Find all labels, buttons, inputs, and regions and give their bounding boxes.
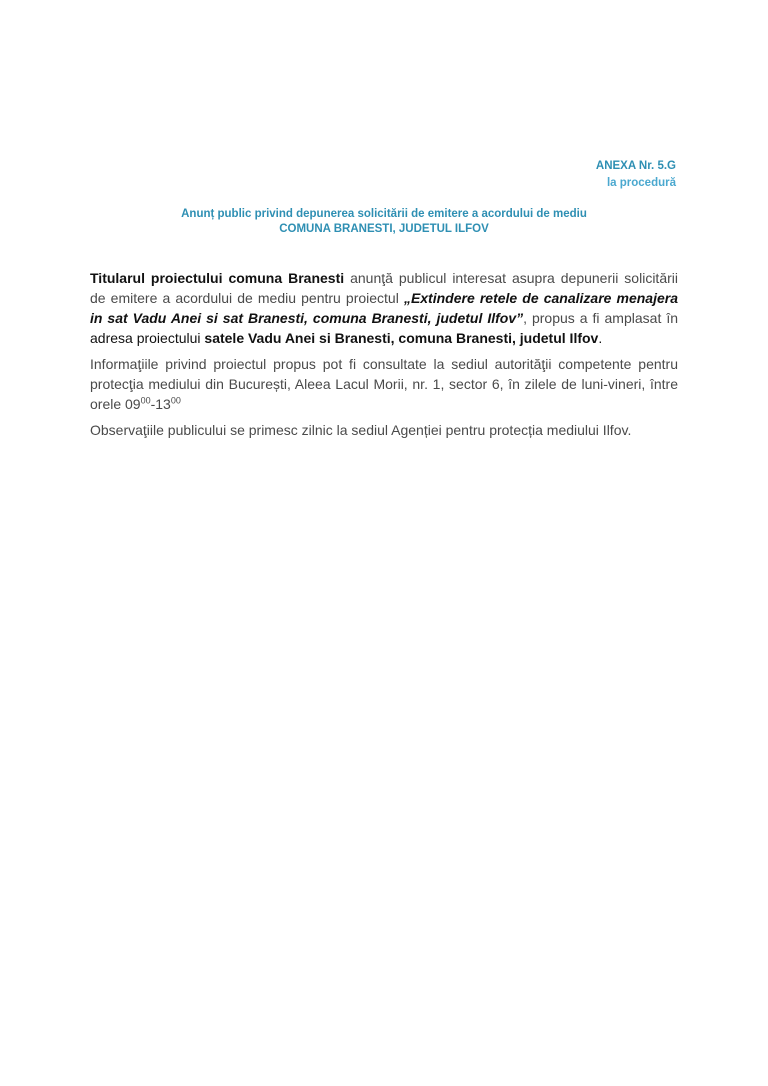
- heading-subtitle: COMUNA BRANESTI, JUDETUL ILFOV: [279, 223, 489, 235]
- project-location: satele Vadu Anei si Branesti, comuna Branesti, judetul Ilfov: [204, 330, 599, 346]
- announcement-heading: [90, 207, 678, 237]
- hour-end-sup: 00: [170, 395, 181, 406]
- announcement-body: [90, 268, 678, 446]
- announcement-text: anunţă publicul interesat asupra depunerii solicitării de emitere a acordului de mediu pentru proiectul: [90, 270, 678, 306]
- paragraph-announcement: [90, 268, 678, 348]
- annex-number: ANEXA Nr. 5.G: [595, 160, 676, 172]
- hour-end: -13: [150, 396, 171, 412]
- info-text: Informaţiile privind proiectul propus pot fi consultate la sediul autorităţii competente pentru protecţia mediului din București, Aleea Lacul Morii, nr. 1, sector 6, în zilele de luni-vineri, între orele 09: [90, 356, 678, 412]
- observations-text: Observaţiile publicului se primesc zilnic la sediul Agenției pentru protecția mediului Ilfov.: [90, 422, 632, 438]
- annex-label: [596, 158, 676, 192]
- annex-procedure: la procedură: [606, 177, 676, 189]
- titular-text: Titularul proiectului comuna Branesti: [90, 270, 345, 286]
- project-name: „Extindere retele de canalizare menajera in sat Vadu Anei si sat Branesti, comuna Branesti, judetul Ilfov”: [90, 290, 679, 326]
- period-text: .: [598, 330, 603, 346]
- location-intro: , propus a fi amplasat în: [523, 310, 678, 326]
- heading-title: Anunț public privind depunerea solicitării de emitere a acordului de mediu: [181, 208, 587, 220]
- paragraph-observations: [90, 420, 678, 440]
- address-label: adresa proiectului: [90, 330, 201, 346]
- paragraph-info: [90, 354, 678, 414]
- hour-start-sup: 00: [140, 395, 151, 406]
